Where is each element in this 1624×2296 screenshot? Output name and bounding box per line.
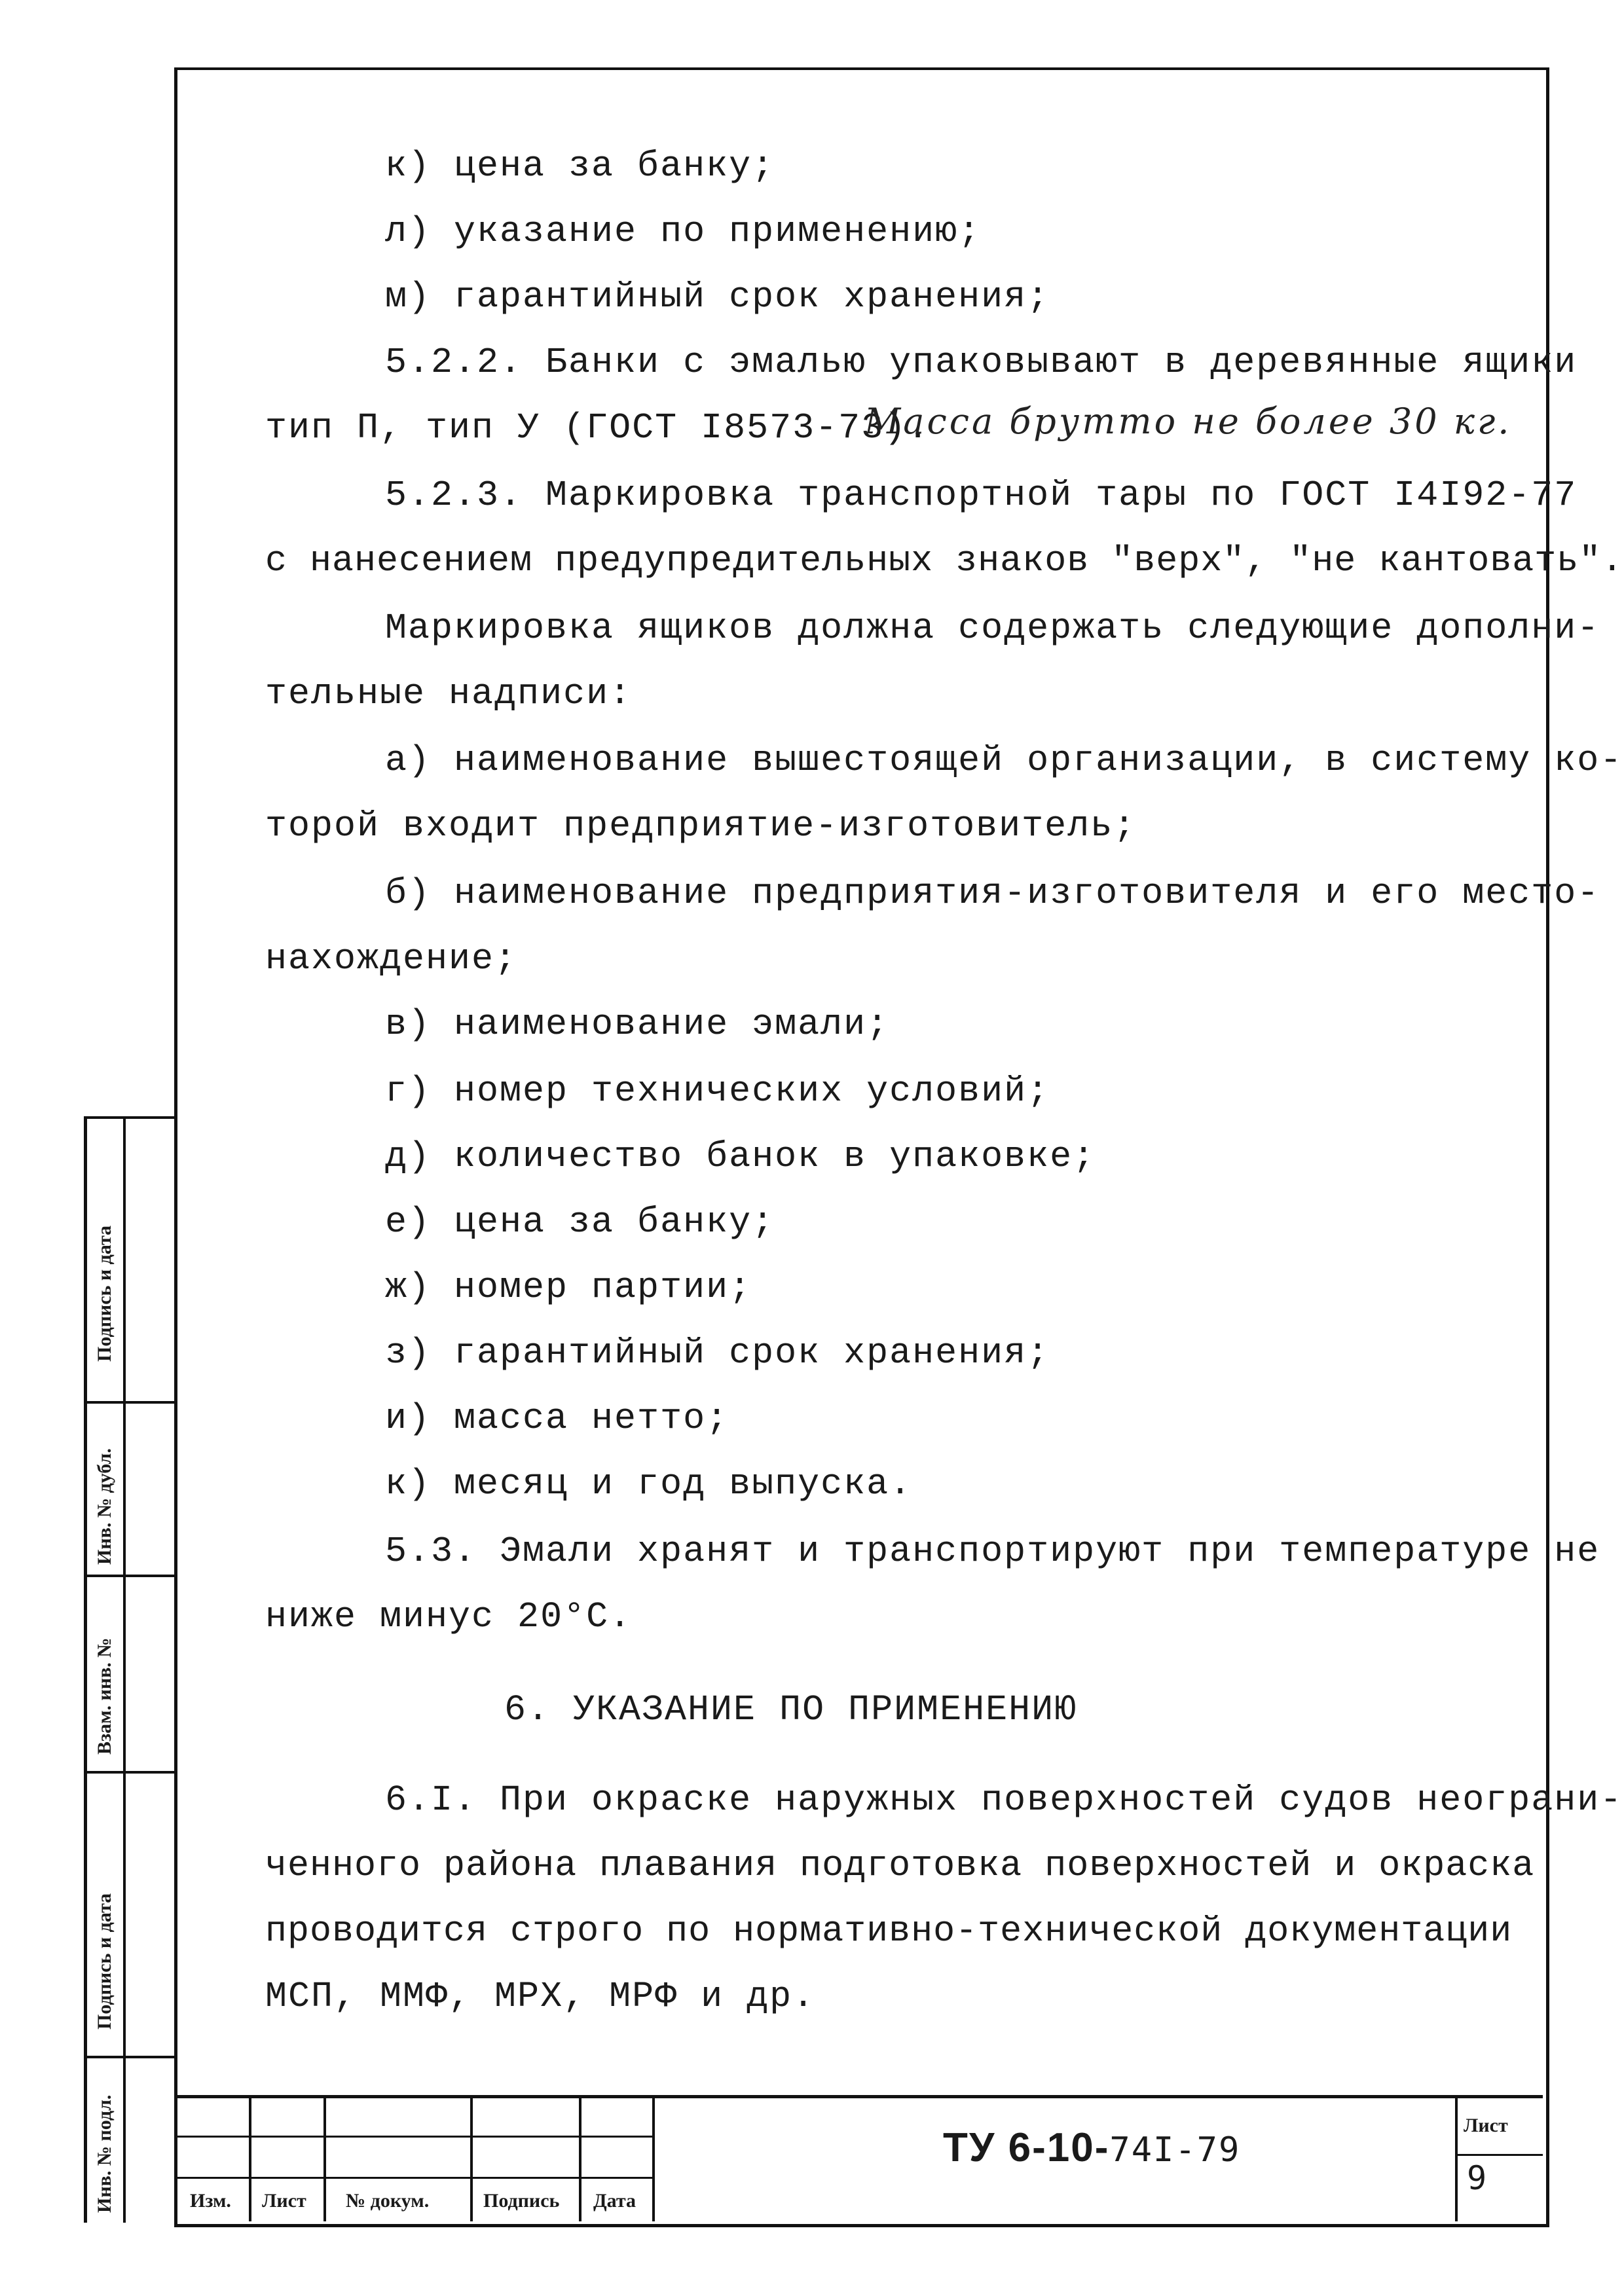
list-item: м) гарантийный срок хранения;	[385, 276, 1050, 318]
title-block-row-1	[174, 2136, 655, 2138]
sheet-number: 9	[1467, 2159, 1487, 2197]
title-block-row-2	[174, 2177, 655, 2179]
paragraph-5-2-2-line2: тип П, тип У (ГОСТ I8573-73).	[265, 407, 931, 448]
paragraph-6-1-line2: ченного района плавания подготовка поверхностей и окраска	[265, 1845, 1535, 1886]
margin-row-3	[84, 1771, 175, 1774]
marking-paragraph-line2: тельные надписи:	[265, 673, 633, 714]
margin-row-4	[84, 2056, 175, 2058]
paragraph-6-1-line3: проводится строго по нормативно-технической документации	[265, 1910, 1513, 1952]
list-item: в) наименование эмали;	[385, 1004, 890, 1045]
title-block-col-3	[470, 2095, 473, 2221]
title-block-top	[174, 2095, 1543, 2098]
margin-label-inv-podl: Инв. № подл.	[94, 2094, 115, 2213]
document-code	[943, 2124, 1240, 2171]
margin-row-1	[84, 1401, 175, 1404]
title-block-col-2	[323, 2095, 326, 2221]
margin-label-sign-date-2: Подпись и дата	[94, 1893, 115, 2030]
title-block-col-5	[652, 2095, 655, 2221]
list-item: и) масса нетто;	[385, 1398, 729, 1439]
paragraph-6-1-line1: 6.I. При окраске наружных поверхностей судов неограни-	[385, 1779, 1623, 1821]
document-code-number: 74I-79	[1109, 2130, 1241, 2170]
item-a-line2: торой входит предприятие-изготовитель;	[265, 805, 1137, 847]
margin-label-vzam-inv: Взам. инв. №	[94, 1637, 115, 1755]
margin-label-inv-dubl: Инв. № дубл.	[94, 1448, 115, 1565]
margin-row-2	[84, 1575, 175, 1577]
item-b-line2: нахождение;	[265, 938, 518, 979]
title-block-col-4	[579, 2095, 581, 2221]
list-item: к) цена за банку;	[385, 145, 775, 187]
item-b-line1: б) наименование предприятия-изготовителя и его место-	[385, 873, 1600, 914]
title-block-sheet-col	[1455, 2095, 1458, 2221]
list-item: з) гарантийный срок хранения;	[385, 1332, 1050, 1374]
handwritten-note: Масса брутто не более 30 кг.	[864, 401, 1512, 442]
column-label-izm: Изм.	[190, 2190, 231, 2212]
list-item: е) цена за банку;	[385, 1201, 775, 1243]
sheet-label: Лист	[1464, 2115, 1508, 2136]
paragraph-5-2-2-line1: 5.2.2. Банки с эмалью упаковывают в деревянные ящики	[385, 342, 1578, 383]
column-label-sign: Подпись	[483, 2190, 560, 2212]
item-a-line1: а) наименование вышестоящей организации, в систему ко-	[385, 740, 1623, 781]
paragraph-5-3-line2: ниже минус 20°С.	[265, 1596, 633, 1637]
marking-paragraph-line1: Маркировка ящиков должна содержать следующие дополни-	[385, 608, 1600, 649]
list-item: д) количество банок в упаковке;	[385, 1136, 1096, 1177]
paragraph-5-2-3-line2: с нанесением предупредительных знаков "верх", "не кантовать".	[265, 540, 1624, 581]
section-heading: 6. УКАЗАНИЕ ПО ПРИМЕНЕНИЮ	[504, 1689, 1078, 1730]
column-label-list: Лист	[262, 2190, 306, 2212]
title-block-sheet-row	[1455, 2154, 1543, 2156]
paragraph-5-3-line1: 5.3. Эмали хранят и транспортируют при температуре не	[385, 1531, 1600, 1572]
list-item: л) указание по применению;	[385, 211, 982, 252]
margin-label-sign-date-1: Подпись и дата	[94, 1225, 115, 1362]
list-item: ж) номер партии;	[385, 1267, 752, 1308]
margin-strip-top	[84, 1116, 175, 1119]
paragraph-6-1-line4: МСП, ММФ, МРХ, МРФ и др.	[265, 1976, 816, 2017]
title-block-col-1	[249, 2095, 251, 2221]
document-code-prefix: ТУ 6-10-	[943, 2125, 1110, 2170]
paragraph-5-2-3-line1: 5.2.3. Маркировка транспортной тары по ГОСТ I4I92-77	[385, 475, 1578, 516]
column-label-date: Дата	[593, 2190, 636, 2212]
list-item: к) месяц и год выпуска.	[385, 1463, 913, 1504]
list-item: г) номер технических условий;	[385, 1070, 1050, 1112]
column-label-doc: № докум.	[346, 2190, 430, 2212]
